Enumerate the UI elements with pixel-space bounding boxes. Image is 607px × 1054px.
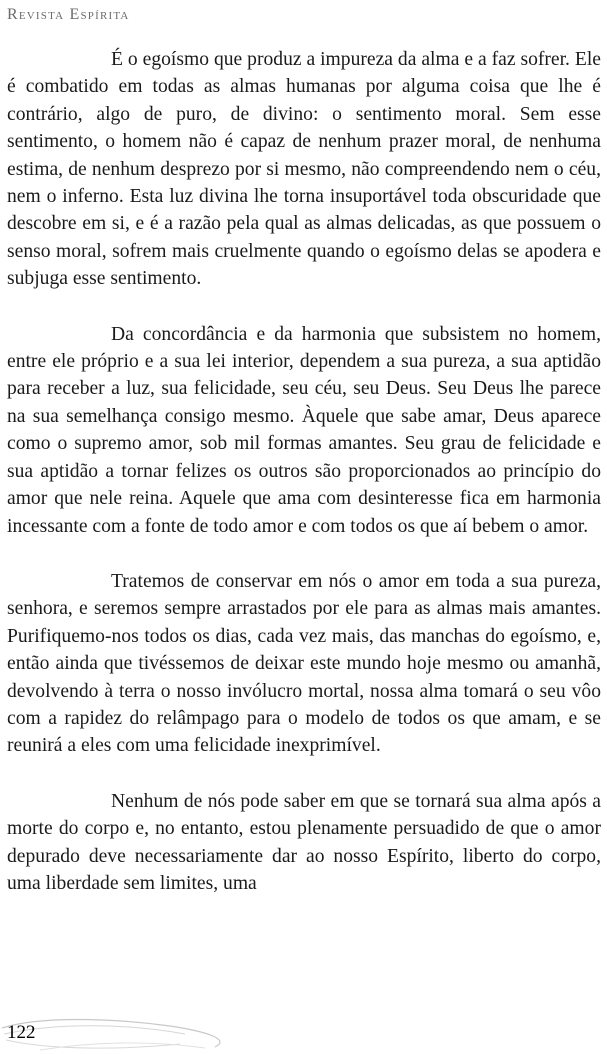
paragraph-4: Nenhum de nós pode saber em que se tornará sua alma após a morte do corpo e, no entanto, estou plenamente persuadido de que o amor depurado deve necessariamente dar ao nosso Espírito, liberto do corpo, uma liberdade sem limites, uma <box>7 790 601 894</box>
paragraph-1: É o egoísmo que produz a impureza da alma e a faz sofrer. Ele é combatido em todas as almas humanas por alguma coisa que lhe é contrário, algo de puro, de divino: o sentimento moral. Sem esse sentimento, o homem não é capaz de nenhum prazer moral, de nenhuma estima, de nenhum desprezo por si mesmo, não compreendendo nem o céu, nem o inferno. Esta luz divina lhe torna insuportável toda obscuridade que descobre em si, e é a razão pela qual as almas delicadas, as que possuem o senso moral, sofrem mais cruelmente quando o egoísmo delas se apodera e subjuga esse sentimento. <box>7 49 601 290</box>
paragraph-2: Da concordância e da harmonia que subsistem no homem, entre ele próprio e a sua lei interior, dependem a sua pureza, a sua aptidão para receber a luz, sua felicidade, seu céu, seu Deus. Seu Deus lhe parece na sua semelhança consigo mesmo. Àquele que sabe amar, Deus aparece como o supremo amor, sob mil formas amantes. Seu grau de felicidade e sua aptidão a tornar felizes os outros são proporcionados ao princípio do amor que nele reina. Aquele que ama com desinteresse fica em harmonia incessante com a fonte de todo amor e com todos os que aí bebem o amor. <box>7 323 601 537</box>
running-header: Revista Espírita <box>7 6 130 23</box>
page-number: 122 <box>7 1022 36 1043</box>
page-body <box>7 46 601 897</box>
page-footer <box>0 1014 607 1054</box>
footer-swoosh-ornament <box>0 1014 607 1054</box>
paragraph-3: Tratemos de conservar em nós o amor em toda a sua pureza, senhora, e seremos sempre arrastados por ele para as almas mais amantes. Purifiquemo-nos todos os dias, cada vez mais, das manchas do egoísmo, e, então ainda que tivéssemos de deixar este mundo hoje mesmo ou amanhã, devolvendo à terra o nosso invólucro mortal, nossa alma tomará o seu vôo com a rapidez do relâmpago para o modelo de todos os que amam, e se reunirá a eles com uma felicidade inexprimível. <box>7 570 601 757</box>
